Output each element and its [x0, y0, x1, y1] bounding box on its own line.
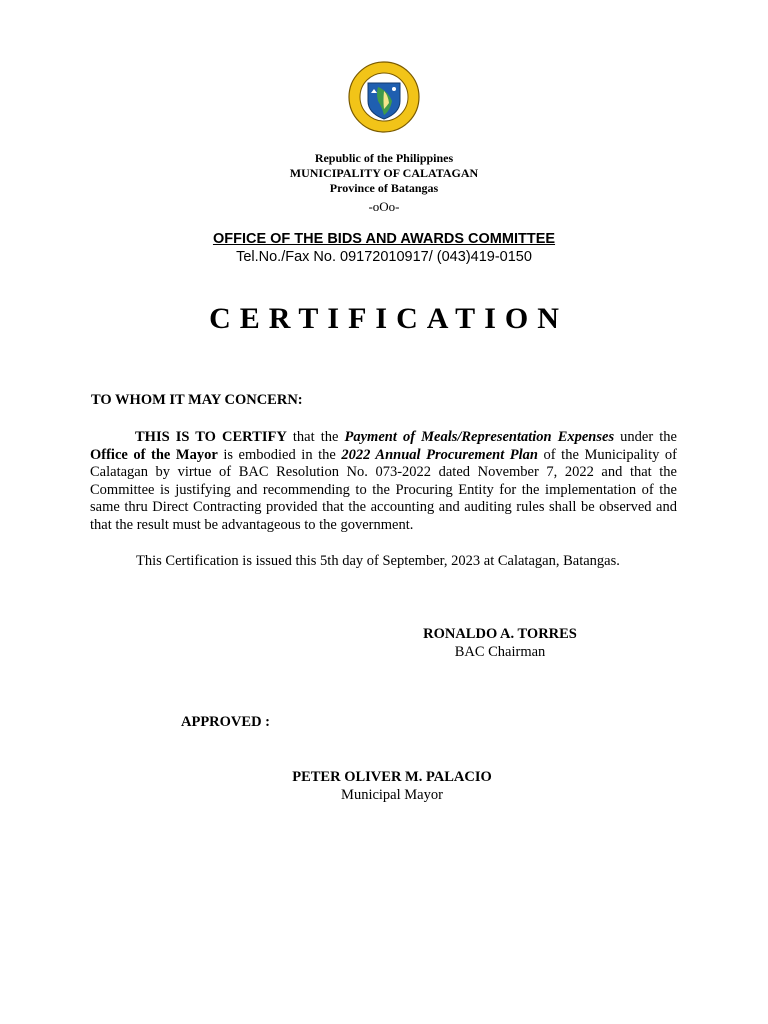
- certify-phrase: THIS IS TO CERTIFY: [135, 429, 287, 445]
- office-reference: Office of the Mayor: [90, 446, 218, 463]
- signatory-bac-chairman: [400, 625, 600, 661]
- issued-statement: This Certification is issued this 5th day of September, 2023 at Calatagan, Batangas.: [136, 553, 620, 569]
- office-telephone: Tel.No./Fax No. 09172010917/ (043)419-0150: [236, 249, 532, 265]
- header-separator: -oOo-: [368, 199, 400, 214]
- header-municipality: MUNICIPALITY OF CALATAGAN: [289, 166, 479, 180]
- header-province: Province of Batangas: [329, 181, 439, 195]
- signatory-title: Municipal Mayor: [341, 787, 443, 803]
- procurement-plan: 2022 Annual Procurement Plan: [341, 446, 538, 463]
- signatory-title: BAC Chairman: [454, 644, 546, 660]
- body-text: under the: [614, 429, 677, 445]
- body-text: of the Municipality of Calatagan by virtue of BAC Resolution No. 073-2022 dated November 7, 2022 and that the Committee is justifying and recommending to the Procuring Entity for the implementation of the same thru Direct Contracting provided that the accounting and auditing rules shall be observed and that the result must be advantageous to the government.: [90, 446, 677, 533]
- signatory-name: RONALDO A. TORRES: [423, 626, 577, 642]
- municipal-seal-icon: [348, 61, 420, 133]
- approved-label: APPROVED :: [181, 714, 271, 730]
- document-title: CERTIFICATION: [209, 302, 568, 335]
- signatory-mayor: [270, 768, 514, 804]
- body-text: is embodied in the: [217, 446, 342, 463]
- salutation: TO WHOM IT MAY CONCERN:: [91, 392, 303, 408]
- body-text: that the: [286, 429, 345, 445]
- office-name: OFFICE OF THE BIDS AND AWARDS COMMITTEE: [212, 231, 556, 247]
- header-republic: Republic of the Philippines: [314, 151, 454, 165]
- signatory-name: PETER OLIVER M. PALACIO: [292, 769, 492, 785]
- expense-item: Payment of Meals/Representation Expenses: [344, 429, 615, 445]
- certification-paragraph: [90, 429, 677, 535]
